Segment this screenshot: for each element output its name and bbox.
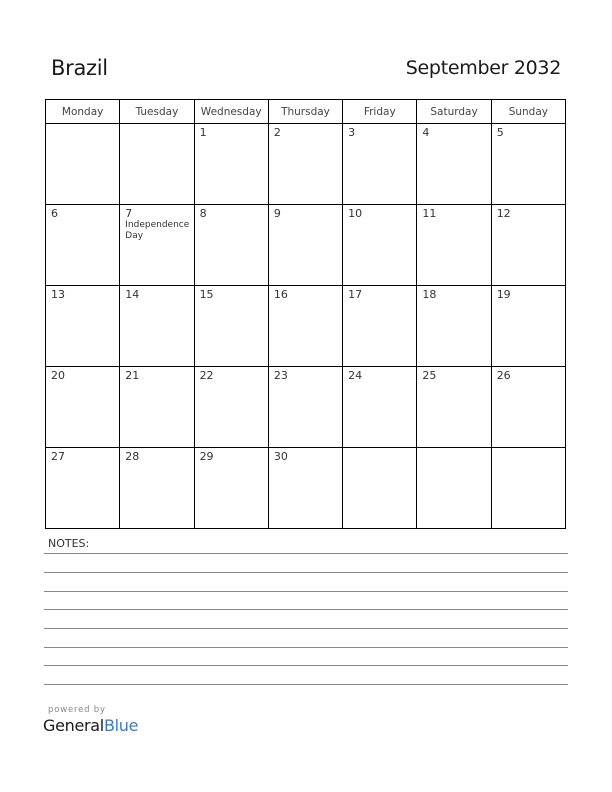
week-row xyxy=(46,367,566,448)
weekday-sunday: Sunday xyxy=(491,100,565,124)
day-cell xyxy=(194,286,268,367)
day-cell xyxy=(417,205,491,286)
weekday-header-row xyxy=(46,100,566,124)
day-number: 11 xyxy=(422,207,437,220)
day-cell xyxy=(491,367,565,448)
day-number: 22 xyxy=(199,369,214,382)
weekday-saturday: Saturday xyxy=(417,100,491,124)
day-cell xyxy=(491,286,565,367)
day-cell xyxy=(120,448,194,529)
calendar-grid xyxy=(45,99,566,529)
day-number: 18 xyxy=(422,288,437,301)
day-number: 10 xyxy=(348,207,363,220)
day-cell xyxy=(194,124,268,205)
day-number: 1 xyxy=(199,126,207,139)
day-number: 13 xyxy=(51,288,65,301)
day-cell xyxy=(343,124,417,205)
week-row xyxy=(46,286,566,367)
day-cell xyxy=(46,124,120,205)
brand-blue: Blue xyxy=(103,716,139,735)
day-cell xyxy=(491,205,565,286)
day-number: 27 xyxy=(51,450,65,463)
day-cell xyxy=(417,124,491,205)
day-cell xyxy=(46,448,120,529)
day-cell xyxy=(268,124,342,205)
day-cell xyxy=(417,448,491,529)
day-number: 29 xyxy=(199,450,214,463)
day-cell xyxy=(343,367,417,448)
day-cell xyxy=(194,448,268,529)
country-title: Brazil xyxy=(51,56,108,80)
day-number: 28 xyxy=(125,450,140,463)
day-cell xyxy=(120,205,194,286)
notes-line xyxy=(44,591,568,592)
day-cell xyxy=(268,367,342,448)
day-cell xyxy=(120,286,194,367)
generalblue-logo xyxy=(43,716,138,735)
day-cell xyxy=(120,124,194,205)
day-cell xyxy=(120,367,194,448)
day-number: 20 xyxy=(51,369,65,382)
day-number: 12 xyxy=(496,207,511,220)
day-cell xyxy=(268,448,342,529)
day-number: 25 xyxy=(422,369,437,382)
weekday-friday: Friday xyxy=(343,100,417,124)
notes-line xyxy=(44,628,568,629)
day-number: 17 xyxy=(348,288,363,301)
day-number: 4 xyxy=(422,126,430,139)
week-row xyxy=(46,448,566,529)
weekday-thursday: Thursday xyxy=(268,100,342,124)
day-cell xyxy=(268,205,342,286)
brand-general: General xyxy=(43,716,104,735)
notes-line xyxy=(44,647,568,648)
day-cell xyxy=(491,124,565,205)
notes-line xyxy=(44,553,568,554)
day-number: 5 xyxy=(496,126,504,139)
day-number: 21 xyxy=(125,369,140,382)
day-number: 3 xyxy=(348,126,356,139)
day-number: 2 xyxy=(273,126,281,139)
day-number: 8 xyxy=(199,207,207,220)
day-cell xyxy=(194,205,268,286)
notes-line xyxy=(44,572,568,573)
day-cell xyxy=(417,367,491,448)
day-cell xyxy=(343,448,417,529)
day-cell xyxy=(343,286,417,367)
day-cell xyxy=(194,367,268,448)
day-number: 26 xyxy=(496,369,511,382)
day-cell xyxy=(46,286,120,367)
day-cell xyxy=(46,367,120,448)
day-number: 16 xyxy=(273,288,288,301)
notes-label: NOTES: xyxy=(48,537,90,550)
day-cell xyxy=(417,286,491,367)
day-cell xyxy=(268,286,342,367)
day-cell xyxy=(46,205,120,286)
week-row xyxy=(46,205,566,286)
weekday-wednesday: Wednesday xyxy=(194,100,268,124)
day-number: 9 xyxy=(273,207,281,220)
powered-by-text: powered by xyxy=(48,705,106,715)
day-number: 15 xyxy=(199,288,214,301)
day-number: 24 xyxy=(348,369,363,382)
day-number: 30 xyxy=(273,450,288,463)
day-cell xyxy=(343,205,417,286)
day-number: 6 xyxy=(51,207,58,220)
notes-line xyxy=(44,609,568,610)
notes-line xyxy=(44,665,568,666)
week-row xyxy=(46,124,566,205)
month-year-title: September 2032 xyxy=(405,57,561,79)
holiday-label: Independence Day xyxy=(125,220,190,241)
day-number: 14 xyxy=(125,288,140,301)
weekday-tuesday: Tuesday xyxy=(120,100,194,124)
notes-line xyxy=(44,684,568,685)
calendar-body xyxy=(46,124,566,529)
day-number: 7 xyxy=(125,207,133,220)
day-number: 23 xyxy=(273,369,288,382)
weekday-monday: Monday xyxy=(46,100,120,124)
day-cell xyxy=(491,448,565,529)
day-number: 19 xyxy=(496,288,511,301)
